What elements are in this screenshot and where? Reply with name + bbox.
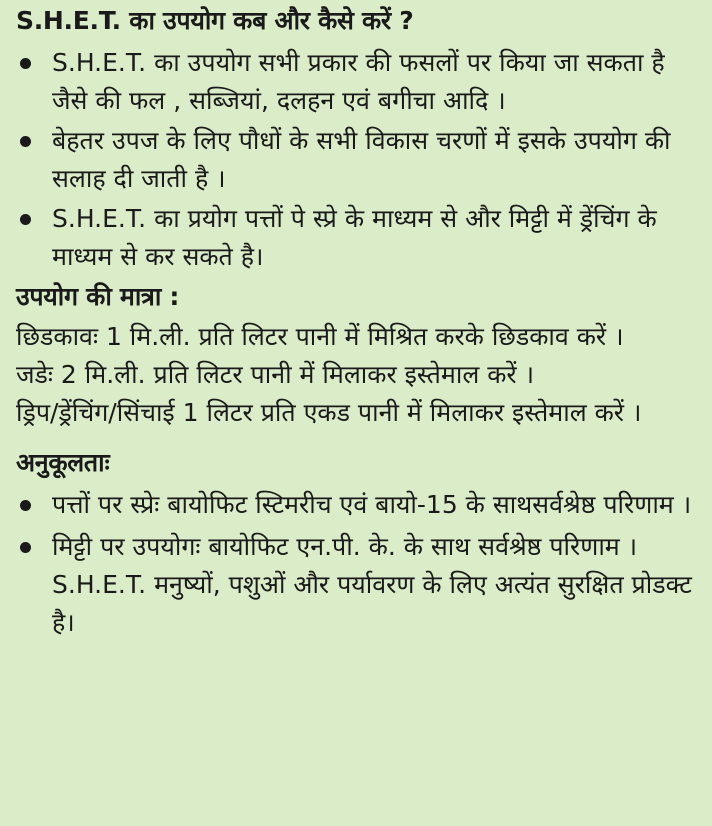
usage-heading: S.H.E.T. का उपयोग कब और कैसे करें ? (16, 6, 414, 35)
usage-bullet-item: S.H.E.T. का उपयोग सभी प्रकार की फसलों पर किया जा सकता है जैसे की फल , सब्जियां, दलहन एवं बगीचा आदि । (16, 44, 698, 120)
usage-bullet-item: बेहतर उपज के लिए पौधों के सभी विकास चरणों में इसके उपयोग की सलाह दी जाती है । (16, 122, 698, 198)
dosage-line-drip: ड्रिप/ड्रेंचिंग/सिंचाई 1 लिटर प्रति एकड पानी में मिलाकर इस्तेमाल करें । (16, 398, 642, 427)
compatibility-bullet-item: पत्तों पर स्प्रेः बायोफिट स्टिमरीच एवं बायो-15 के साथसर्वश्रेष्ठ परिणाम । (16, 486, 698, 524)
compatibility-heading: अनुकूलताः (16, 448, 110, 477)
dosage-heading: उपयोग की मात्रा : (16, 282, 180, 311)
dosage-line-spray: छिडकावः 1 मि.ली. प्रति लिटर पानी में मिश्रित करके छिडकाव करें । (16, 322, 624, 351)
dosage-lines (16, 318, 698, 432)
usage-bullet-item: S.H.E.T. का प्रयोग पत्तों पे स्प्रे के माध्यम से और मिट्टी में ड्रेंचिंग के माध्यम से कर सकते है। (16, 200, 698, 276)
usage-bullet-list (16, 44, 698, 276)
compatibility-bullet-list (16, 486, 698, 642)
compatibility-bullet-item: मिट्टी पर उपयोगः बायोफिट एन.पी. के. के साथ सर्वश्रेष्ठ परिणाम । S.H.E.T. मनुष्यों, पशुओं और पर्यावरण के लिए अत्यंत सुरक्षित प्रोडक्ट है। (16, 528, 698, 642)
dosage-line-roots: जडेः 2 मि.ली. प्रति लिटर पानी में मिलाकर इस्तेमाल करें । (16, 360, 535, 389)
